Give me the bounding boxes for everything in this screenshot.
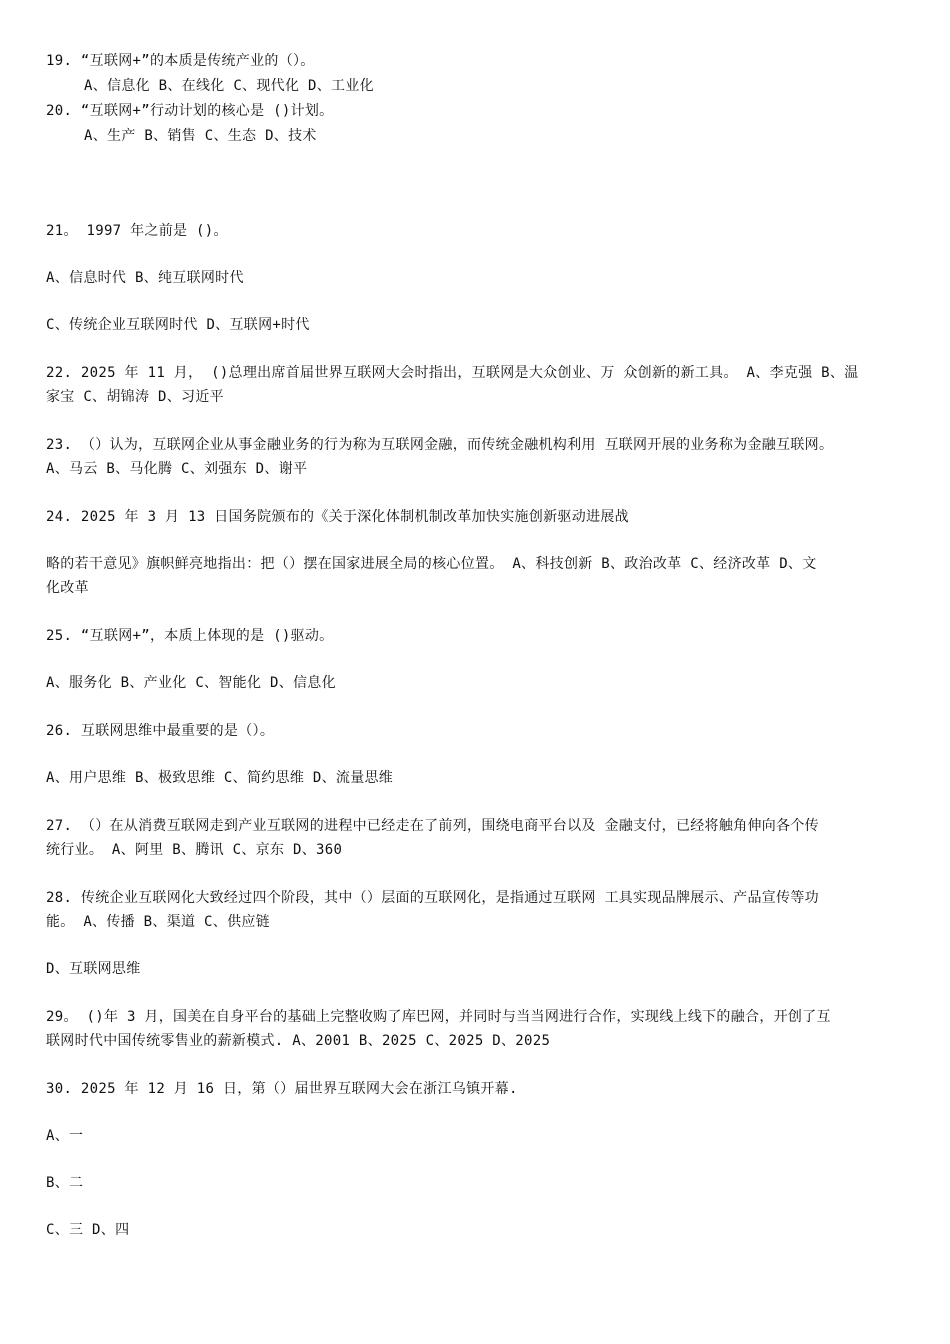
question-28: 28. 传统企业互联网化大致经过四个阶段，其中（）层面的互联网化，是指通过互联网 工具实现品牌展示、产品宣传等功 xyxy=(46,890,819,906)
question-25: 25. “互联网+”，本质上体现的是 ()驱动。 xyxy=(46,628,334,644)
question-21-options-1: A、信息时代 B、纯互联网时代 xyxy=(46,270,244,286)
question-22: 22. 2025 年 11 月， ()总理出席首届世界互联网大会时指出，互联网是大众创业、万 众创新的新工具。 A、李克强 B、温 xyxy=(46,365,859,381)
question-30: 30. 2025 年 12 月 16 日，第（）届世界互联网大会在浙江乌镇开幕. xyxy=(46,1081,518,1097)
question-27-options: 统行业。 A、阿里 B、腾讯 C、京东 D、360 xyxy=(46,842,343,858)
question-21: 21。 1997 年之前是 ()。 xyxy=(46,223,228,239)
question-24: 24. 2025 年 3 月 13 日国务院颁布的《关于深化体制机制改革加快实施创新驱动进展战 xyxy=(46,509,629,525)
question-25-options: A、服务化 B、产业化 C、智能化 D、信息化 xyxy=(46,675,336,691)
question-24-cont-2: 化改革 xyxy=(46,580,89,596)
question-19: 19. “互联网+”的本质是传统产业的（）。 xyxy=(46,53,315,69)
question-19-options: A、信息化 B、在线化 C、现代化 D、工业化 xyxy=(84,78,374,94)
question-29-options: 联网时代中国传统零售业的薪新模式. A、2001 B、2025 C、2025 D、2025 xyxy=(46,1033,551,1049)
question-22-cont: 家宝 C、胡锦涛 D、习近平 xyxy=(46,389,224,405)
question-23-options: A、马云 B、马化腾 C、刘强东 D、谢平 xyxy=(46,461,308,477)
question-28-option-d: D、互联网思维 xyxy=(46,961,141,977)
question-29: 29。 ()年 3 月，国美在自身平台的基础上完整收购了库巴网，并同时与当当网进行合作，实现线上线下的融合，开创了互 xyxy=(46,1009,831,1025)
question-28-options: 能。 A、传播 B、渠道 C、供应链 xyxy=(46,914,270,930)
question-21-options-2: C、传统企业互联网时代 D、互联网+时代 xyxy=(46,317,310,333)
question-24-cont: 略的若干意见》旗帜鲜亮地指出：把（）摆在国家进展全局的核心位置。 A、科技创新 B、政治改革 C、经济改革 D、文 xyxy=(46,556,817,572)
question-23: 23. （）认为，互联网企业从事金融业务的行为称为互联网金融，而传统金融机构利用 互联网开展的业务称为金融互联网。 xyxy=(46,437,834,453)
question-20-options: A、生产 B、销售 C、生态 D、技术 xyxy=(84,128,317,144)
question-20: 20. “互联网+”行动计划的核心是 ()计划。 xyxy=(46,103,334,119)
question-27: 27. （）在从消费互联网走到产业互联网的进程中已经走在了前列，围绕电商平台以及 金融支付，已经将触角伸向各个传 xyxy=(46,818,819,834)
question-30-option-a: A、一 xyxy=(46,1128,84,1144)
question-26: 26. 互联网思维中最重要的是（）。 xyxy=(46,723,275,739)
question-26-options: A、用户思维 B、极致思维 C、简约思维 D、流量思维 xyxy=(46,770,394,786)
question-30-option-b: B、二 xyxy=(46,1175,84,1191)
question-30-option-cd: C、三 D、四 xyxy=(46,1222,130,1238)
